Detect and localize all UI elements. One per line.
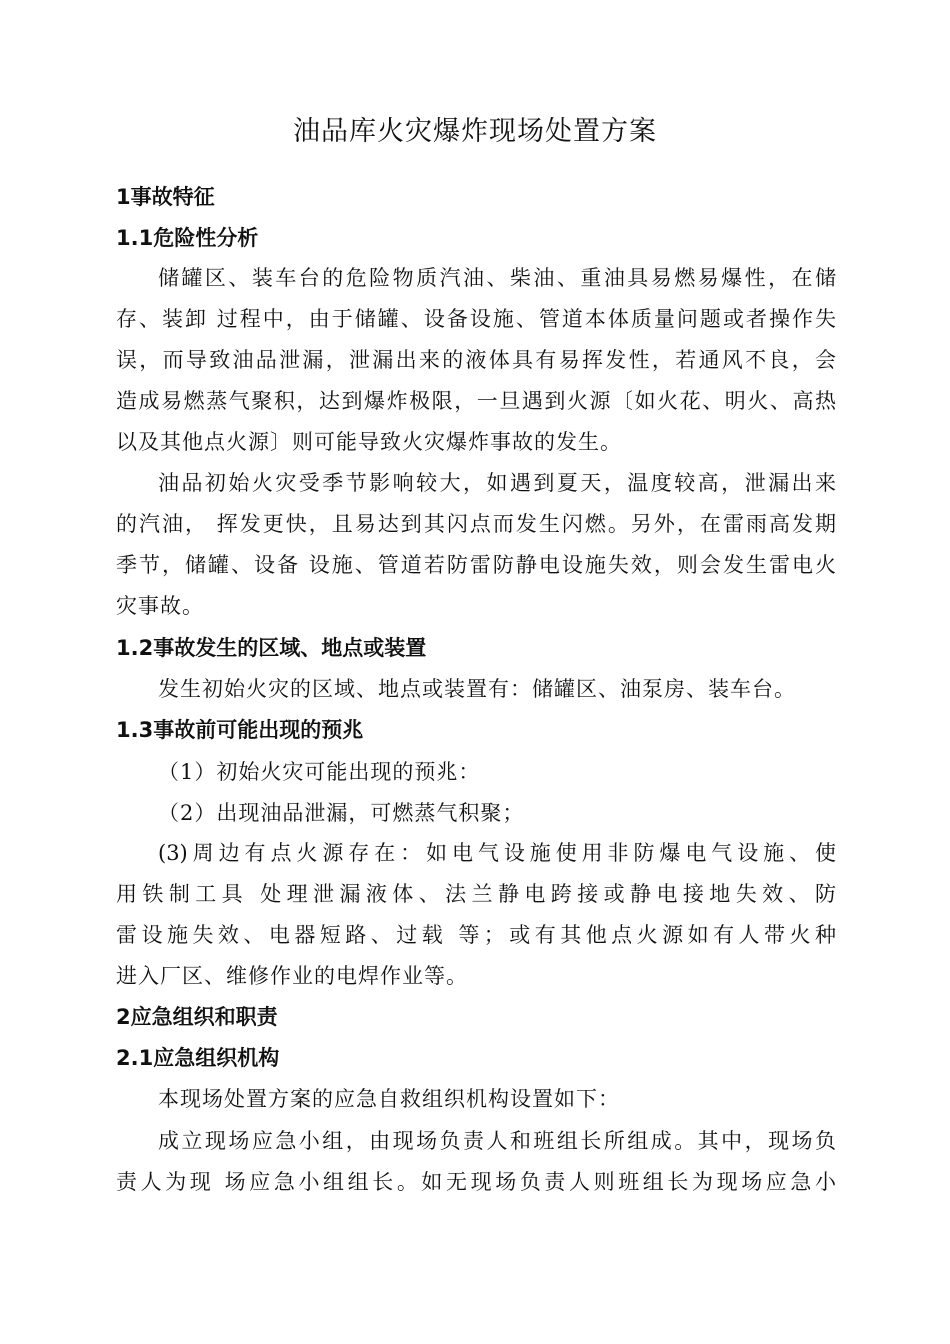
paragraph-line: 的汽油， 挥发更快，且易达到其闪点而发生闪燃。另外，在雷雨高发期 <box>116 512 836 536</box>
document-title: 油品库火灾爆炸现场处置方案 <box>293 116 657 147</box>
section-heading-1: 1事故特征 <box>116 185 215 209</box>
paragraph-line: 成立现场应急小组，由现场负责人和班组长所组成。其中，现场负 <box>158 1129 836 1153</box>
section-heading-2-1: 2.1应急组织机构 <box>116 1046 280 1070</box>
paragraph-line: 储罐区、装车台的危险物质汽油、柴油、重油具易燃易爆性，在储 <box>158 266 836 290</box>
list-item: （1）初始火灾可能出现的预兆： <box>158 760 481 784</box>
paragraph-line: 造成易燃蒸气聚积，达到爆炸极限，一旦遇到火源〔如火花、明火、高热 <box>116 389 836 413</box>
paragraph-line: 存、装卸 过程中，由于储罐、设备设施、管道本体质量问题或者操作失 <box>116 307 836 331</box>
paragraph-line: 雷设施失效、电器短路、过载 等；或有其他点火源如有人带火种 <box>116 923 836 947</box>
section-heading-1-2: 1.2事故发生的区域、地点或装置 <box>116 636 427 660</box>
paragraph-line: 用铁制工具 处理泄漏液体、法兰静电跨接或静电接地失效、防 <box>116 882 836 906</box>
section-heading-1-3: 1.3事故前可能出现的预兆 <box>116 718 364 742</box>
section-heading-2: 2应急组织和职责 <box>116 1005 278 1029</box>
paragraph-line: 发生初始火灾的区域、地点或装置有：储罐区、油泵房、装车台。 <box>158 677 796 701</box>
paragraph-line: 以及其他点火源〕则可能导致火灾爆炸事故的发生。 <box>116 430 622 454</box>
list-item: （2）出现油品泄漏，可燃蒸气积聚； <box>158 801 525 825</box>
paragraph-line: 进入厂区、维修作业的电焊作业等。 <box>116 964 468 988</box>
paragraph-line: 油品初始火灾受季节影响较大，如遇到夏天，温度较高，泄漏出来 <box>158 471 836 495</box>
paragraph-line: 责人为现 场应急小组组长。如无现场负责人则班组长为现场应急小 <box>116 1170 836 1194</box>
paragraph-line: 灾事故。 <box>116 594 204 618</box>
section-heading-1-1: 1.1危险性分析 <box>116 226 259 250</box>
paragraph-line: (3)周边有点火源存在：如电气设施使用非防爆电气设施、使 <box>158 841 836 865</box>
paragraph-line: 误，而导致油品泄漏，泄漏出来的液体具有易挥发性，若通风不良，会 <box>116 348 836 372</box>
paragraph-line: 季节，储罐、设备 设施、管道若防雷防静电设施失效，则会发生雷电火 <box>116 553 836 577</box>
paragraph-line: 本现场处置方案的应急自救组织机构设置如下： <box>158 1087 620 1111</box>
